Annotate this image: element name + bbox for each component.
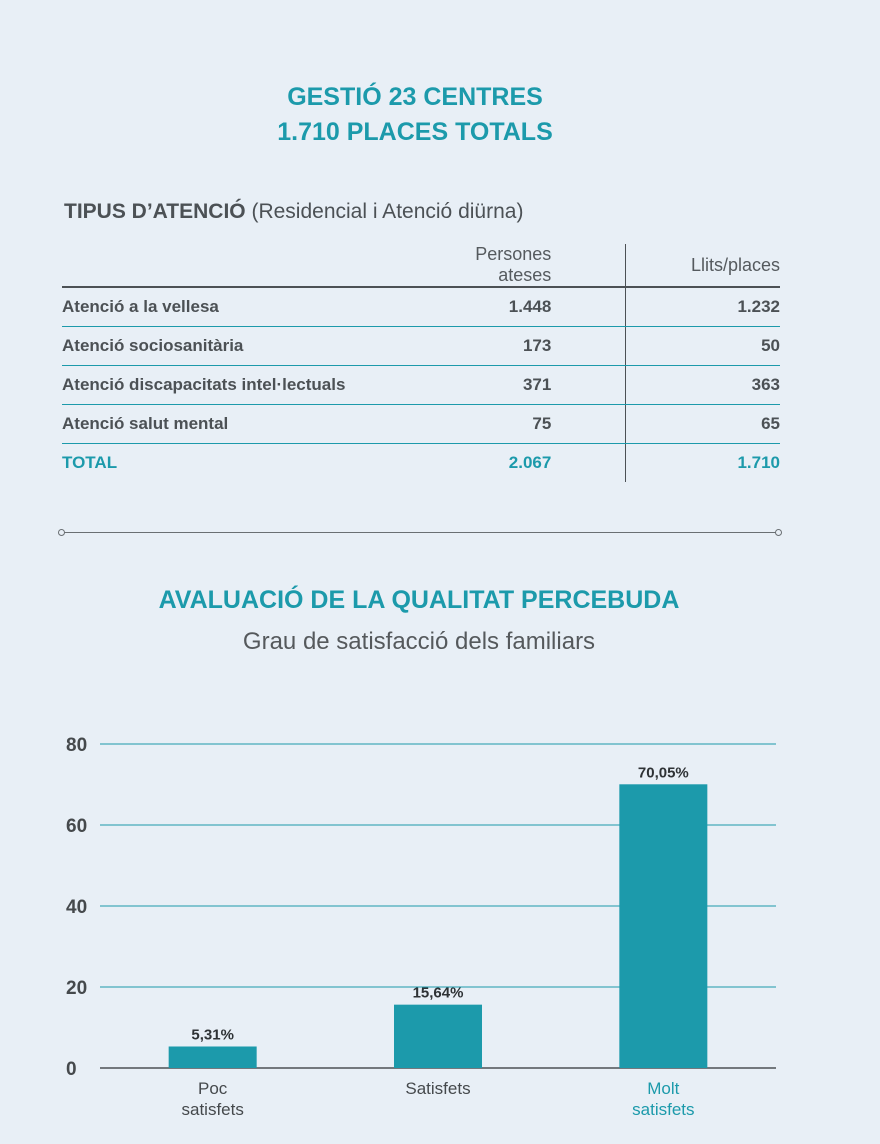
header-persons: Persones ateses <box>441 244 551 287</box>
attention-section-title <box>64 200 523 224</box>
header <box>0 80 830 150</box>
row-places: 50 <box>626 327 780 366</box>
table-row <box>62 327 780 366</box>
y-tick-label: 40 <box>66 897 88 918</box>
x-category-label: satisfets <box>632 1100 695 1119</box>
x-category-label: Poc <box>198 1079 228 1098</box>
total-label: TOTAL <box>62 453 118 472</box>
row-label: Atenció discapacitats intel·lectuals <box>62 366 441 405</box>
table-header-row <box>62 244 780 287</box>
table-total-row <box>62 444 780 483</box>
satisfaction-bar-chart <box>0 720 880 1140</box>
attention-table <box>62 244 780 482</box>
row-gap <box>551 405 625 444</box>
row-gap <box>551 327 625 366</box>
row-gap <box>551 444 625 483</box>
table-row <box>62 405 780 444</box>
row-gap <box>551 366 625 405</box>
bar <box>619 784 707 1068</box>
chart-title: AVALUACIÓ DE LA QUALITAT PERCEBUDA <box>158 586 680 614</box>
bar-value-label: 70,05% <box>637 764 689 782</box>
row-gap <box>551 287 625 327</box>
header-gap <box>551 244 625 287</box>
section-divider <box>62 532 778 533</box>
row-persons: 1.448 <box>441 287 551 327</box>
bar <box>394 1005 482 1068</box>
y-tick-label: 60 <box>66 816 88 837</box>
x-category-label: Satisfets <box>405 1079 471 1098</box>
header-empty-cell <box>62 244 441 287</box>
row-places: 1.232 <box>626 287 780 327</box>
total-persons: 2.067 <box>508 453 552 472</box>
total-places: 1.710 <box>737 453 780 472</box>
header-line-2: 1.710 PLACES TOTALS <box>277 118 553 146</box>
bar-value-label: 15,64% <box>412 984 464 1002</box>
row-persons: 371 <box>441 366 551 405</box>
row-persons: 173 <box>441 327 551 366</box>
table-row <box>62 366 780 405</box>
row-persons: 75 <box>441 405 551 444</box>
y-tick-label: 0 <box>66 1059 77 1080</box>
x-category-label: satisfets <box>181 1100 244 1119</box>
row-places: 363 <box>626 366 780 405</box>
y-tick-label: 80 <box>66 735 88 756</box>
y-tick-label: 20 <box>66 978 88 999</box>
header-line-1: GESTIÓ 23 CENTRES <box>287 83 543 111</box>
header-places: Llits/places <box>626 244 780 287</box>
row-label: Atenció sociosanitària <box>62 327 441 366</box>
x-category-label: Molt <box>647 1079 680 1098</box>
row-places: 65 <box>626 405 780 444</box>
bar-value-label: 5,31% <box>191 1026 234 1044</box>
bar <box>169 1046 257 1068</box>
attention-title-bold: TIPUS D’ATENCIÓ <box>64 200 246 223</box>
chart-subtitle: Grau de satisfacció dels familiars <box>242 628 596 655</box>
row-label: Atenció a la vellesa <box>62 287 441 327</box>
row-label: Atenció salut mental <box>62 405 441 444</box>
attention-title-rest: (Residencial i Atenció diürna) <box>245 200 524 223</box>
table-row <box>62 287 780 327</box>
